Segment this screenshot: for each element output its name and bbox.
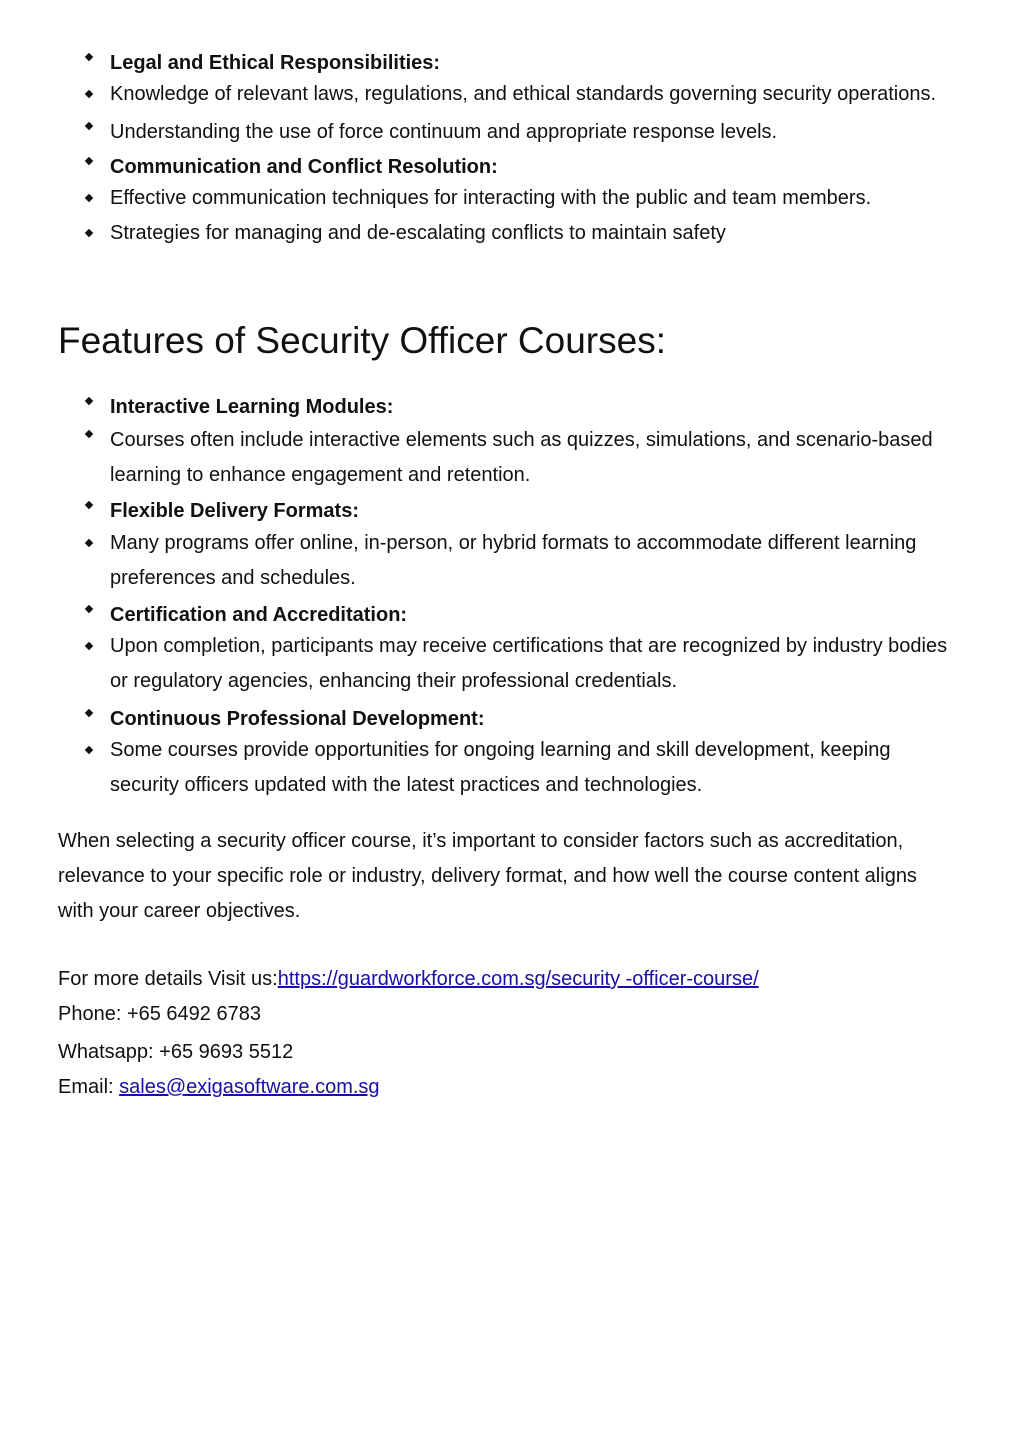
section-heading: Features of Security Officer Courses: [58, 320, 666, 361]
features-bullet-list [0, 390, 1024, 803]
list-item-text: Legal and Ethical Responsibilities: [110, 52, 441, 74]
list-item [0, 46, 1024, 81]
list-item-text: Communication and Conflict Resolution: [110, 156, 498, 178]
diamond-bullet-icon [85, 157, 93, 165]
diamond-bullet-icon [85, 539, 93, 547]
diamond-bullet-icon [85, 501, 93, 509]
list-item [0, 77, 1024, 112]
closing-paragraph: When selecting a security officer course, it’s important to consider factors such as accreditation, relevance to your specific role or industry, delivery format, and how well the course content aligns with your career objectives. [58, 830, 917, 922]
list-item [0, 526, 1024, 596]
diamond-bullet-icon [85, 90, 93, 98]
list-item-text: Continuous Professional Development: [110, 708, 485, 730]
list-item [0, 733, 1024, 803]
diamond-bullet-icon [85, 642, 93, 650]
list-item-text: Upon completion, participants may receive certifications that are recognized by industry bodies or regulatory agencies, enhancing their professional credentials. [110, 635, 948, 692]
diamond-bullet-icon [85, 122, 93, 130]
diamond-bullet-icon [85, 397, 93, 405]
whatsapp-line: Whatsapp: +65 9693 5512 [58, 1041, 294, 1063]
list-item-text: Understanding the use of force continuum and appropriate response levels. [110, 121, 778, 143]
list-item [0, 629, 1024, 699]
list-item [0, 150, 1024, 185]
details-line [58, 962, 759, 997]
diamond-bullet-icon [85, 430, 93, 438]
top-bullet-list [0, 46, 1024, 251]
list-item-text: Many programs offer online, in-person, or hybrid formats to accommodate different learning preferences and schedules. [110, 532, 917, 589]
diamond-bullet-icon [85, 53, 93, 61]
diamond-bullet-icon [85, 709, 93, 717]
list-item-text: Effective communication techniques for interacting with the public and team members. [110, 187, 872, 209]
diamond-bullet-icon [85, 194, 93, 202]
list-item [0, 702, 1024, 737]
email-link[interactable]: sales@exigasoftware.com.sg [119, 1076, 380, 1098]
details-label: For more details Visit us: [58, 968, 278, 990]
list-item [0, 216, 1024, 251]
diamond-bullet-icon [85, 605, 93, 613]
course-website-link[interactable]: https://guardworkforce.com.sg/security -officer-course/ [277, 968, 759, 990]
diamond-bullet-icon [85, 746, 93, 754]
diamond-bullet-icon [85, 229, 93, 237]
list-item [0, 181, 1024, 216]
list-item [0, 598, 1024, 633]
list-item-text: Flexible Delivery Formats: [110, 500, 359, 522]
list-item-text: Strategies for managing and de-escalating conflicts to maintain safety [110, 222, 726, 244]
list-item-text: Some courses provide opportunities for ongoing learning and skill development, keeping security officers updated with the latest practices and technologies. [110, 739, 891, 796]
list-item-text: Knowledge of relevant laws, regulations, and ethical standards governing security operations. [110, 83, 937, 105]
phone-line: Phone: +65 6492 6783 [58, 1003, 261, 1025]
list-item [0, 494, 1024, 529]
list-item-text: Interactive Learning Modules: [110, 396, 394, 418]
list-item [0, 390, 1024, 425]
email-line [58, 1070, 380, 1105]
list-item-text: Certification and Accreditation: [110, 604, 408, 626]
list-item [0, 423, 1024, 493]
email-label: Email: [58, 1076, 120, 1098]
list-item [0, 115, 1024, 150]
list-item-text: Courses often include interactive elements such as quizzes, simulations, and scenario-based learning to enhance engagement and retention. [110, 429, 933, 486]
